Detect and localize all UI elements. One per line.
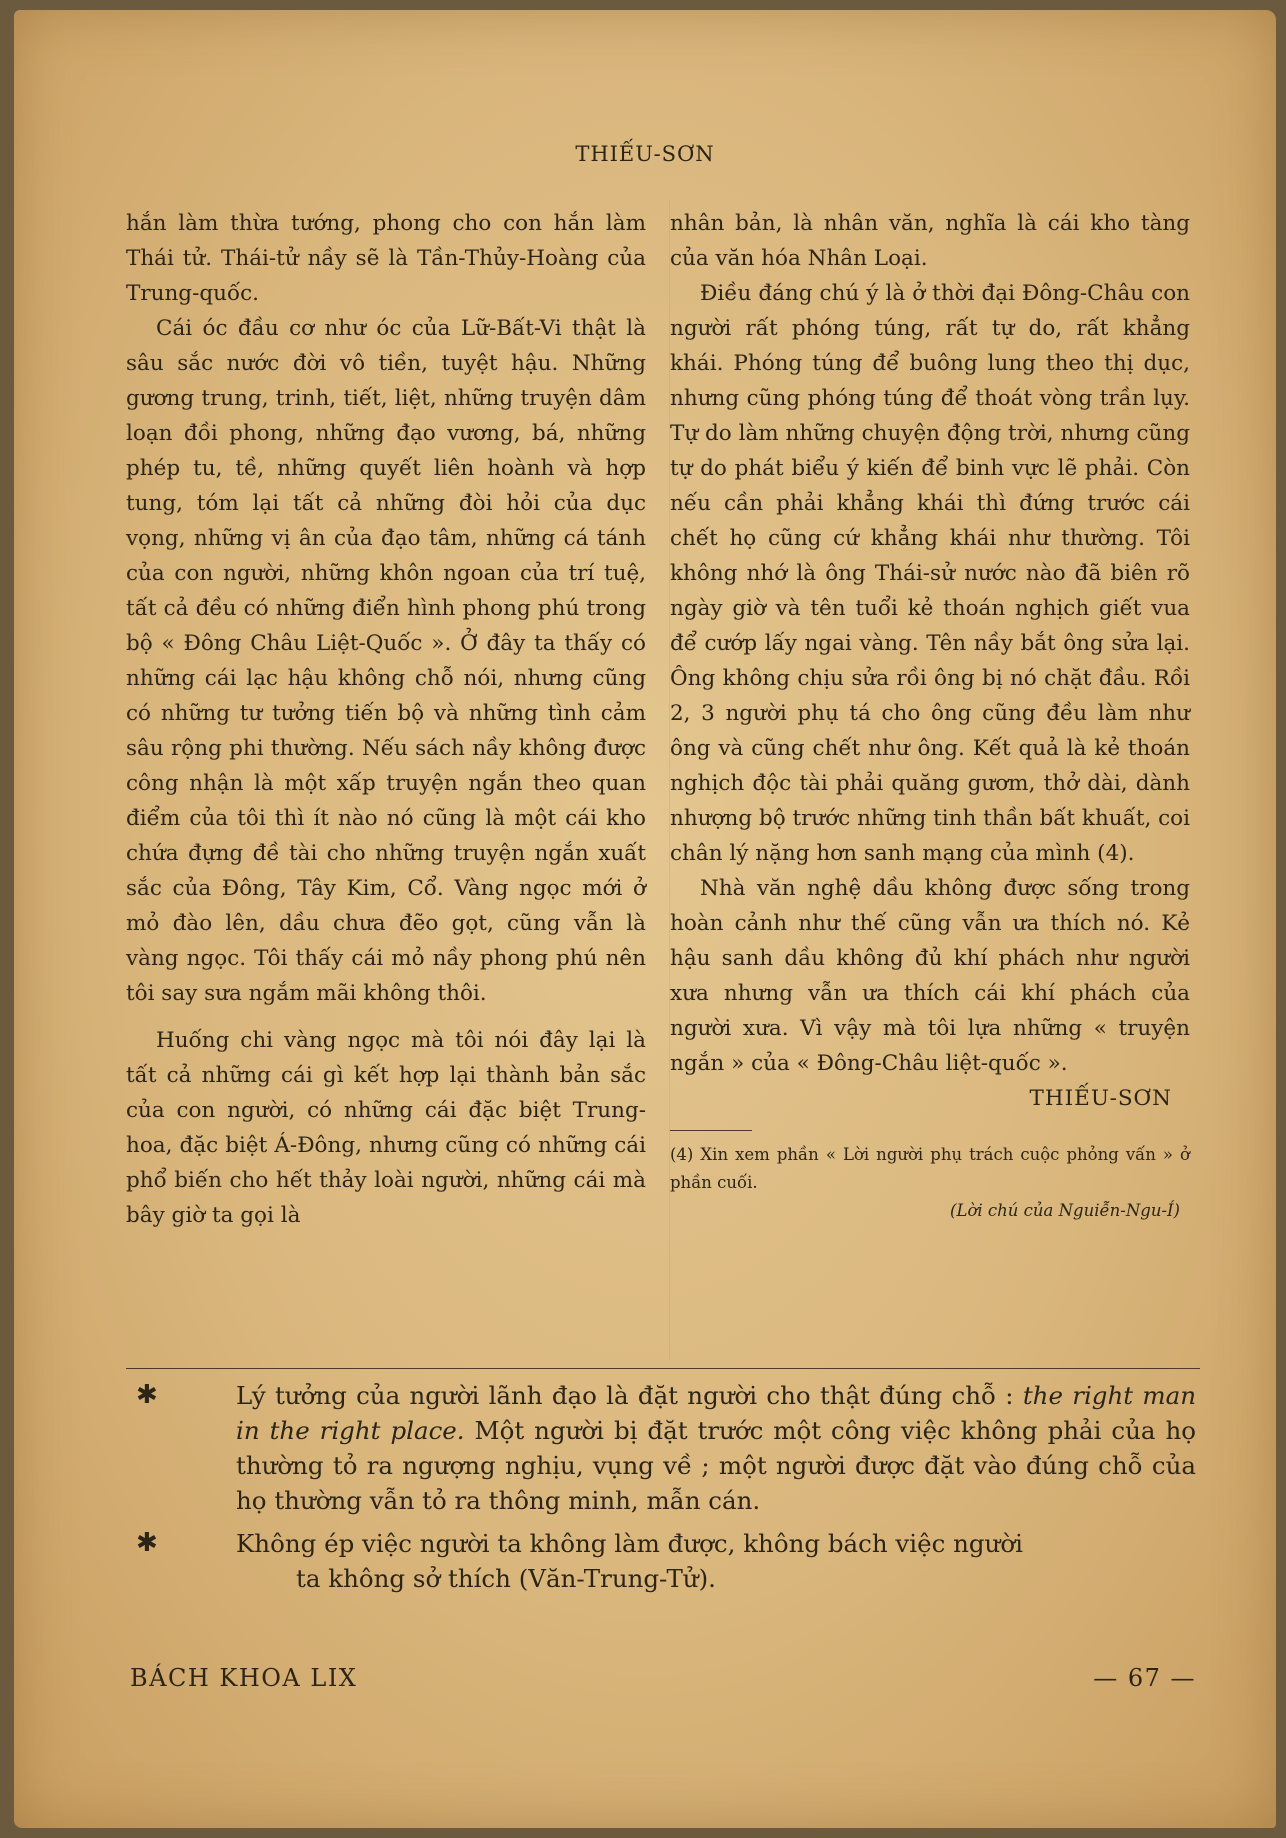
star-icon: ✱ <box>136 1380 158 1410</box>
quote-line: ta không sở thích (Văn-Trung-Tử). <box>296 1564 716 1593</box>
quote-item <box>136 1378 1196 1518</box>
footnote <box>670 1141 1190 1225</box>
footnote-rule <box>670 1130 752 1131</box>
running-title: THIẾU-SƠN <box>575 142 715 166</box>
paragraph: Điều đáng chú ý là ở thời đại Đông-Châu con người rất phóng túng, rất tự do, rất khẳng khái. Phóng túng để buông lung theo thị dục, nhưng cũng phóng túng để thoát vòng trần lụy. Tự do làm những chuyện động trời, nhưng cũng tự do phát biểu ý kiến để binh vực lẽ phải. Còn nếu cần phải khẳng khái thì đứng trước cái chết họ cũng cứ khẳng khái như thường. Tôi không nhớ là ông Thái-sử nước nào đã biên rõ ngày giờ và tên tuổi kẻ thoán nghịch giết vua để cướp lấy ngai vàng. Tên nầy bắt ông sửa lại. Ông không chịu sửa rồi ông bị nó chặt đầu. Rồi 2, 3 người phụ tá cho ông cũng đều làm như ông và cũng chết như ông. Kết quả là kẻ thoán nghịch độc tài phải quăng gươm, thở dài, dành nhượng bộ trước những tinh thần bất khuất, coi chân lý nặng hơn sanh mạng của mình (4). <box>670 281 1190 866</box>
paragraph: Huống chi vàng ngọc mà tôi nói đây lại là tất cả những cái gì kết hợp lại thành bản sắc của con người, có những cái đặc biệt Trung-hoa, đặc biệt Á-Đông, nhưng cũng có những cái phổ biến cho hết thảy loài người, những cái mà bây giờ ta gọi là <box>126 1028 646 1228</box>
quote-text: Một người bị đặt trước một công việc không phải của họ thường tỏ ra ngượng nghịu, vụng về ; một người được đặt vào đúng chỗ của họ thường vẫn tỏ ra thông minh, mẫn cán. <box>236 1416 1197 1515</box>
footnote-text: (4) Xin xem phần « Lời người phụ trách cuộc phỏng vấn » ở phần cuối. <box>670 1145 1190 1192</box>
paragraph: Nhà văn nghệ dầu không được sống trong hoàn cảnh như thế cũng vẫn ưa thích nó. Kẻ hậu sanh dầu không đủ khí phách như người xưa nhưng vẫn ưa thích cái khí phách của người xưa. Vì vậy mà tôi lựa những « truyện ngắn » của « Đông-Châu liệt-quốc ». <box>670 876 1190 1076</box>
star-icon: ✱ <box>136 1528 158 1558</box>
quote-text: Lý tưởng của người lãnh đạo là đặt người cho thật đúng chỗ : <box>236 1381 1023 1410</box>
paragraph: hắn làm thừa tướng, phong cho con hắn làm Thái tử. Thái-tử nầy sẽ là Tần-Thủy-Hoàng của Trung-quốc. <box>126 211 646 306</box>
left-column <box>126 206 646 1233</box>
right-column <box>670 206 1190 1225</box>
quotes-box <box>136 1378 1196 1604</box>
paragraph: Cái óc đầu cơ như óc của Lữ-Bất-Vi thật là sâu sắc nước đời vô tiền, tuyệt hậu. Những gương trung, trinh, tiết, liệt, những truyện dâm loạn đồi phong, những đạo vương, bá, những phép tu, tề, những quyết liên hoành và hợp tung, tóm lại tất cả những đòi hỏi của dục vọng, những vị ân của đạo tâm, những cá tánh của con người, những khôn ngoan của trí tuệ, tất cả đều có những điển hình phong phú trong bộ « Đông Châu Liệt-Quốc ». Ở đây ta thấy có những cái lạc hậu không chỗ nói, nhưng cũng có những tư tưởng tiến bộ và những tình cảm sâu rộng phi thường. Nếu sách nầy không được công nhận là một xấp truyện ngắn theo quan điểm của tôi thì ít nào nó cũng là một cái kho chứa đựng đề tài cho những truyện ngắn xuất sắc của Đông, Tây Kim, Cổ. Vàng ngọc mới ở mỏ đào lên, dầu chưa đẽo gọt, cũng vẫn là vàng ngọc. Tôi thấy cái mỏ nầy phong phú nên tôi say sưa ngắm mãi không thôi. <box>126 316 646 1006</box>
magazine-page <box>14 10 1276 1828</box>
paragraph: nhân bản, là nhân văn, nghĩa là cái kho tàng của văn hóa Nhân Loại. <box>670 211 1190 271</box>
author-signature: THIẾU-SƠN <box>1029 1086 1172 1111</box>
quote-emphasis: the right man in the right place. <box>236 1381 1196 1445</box>
quote-line: Không ép việc người ta không làm được, không bách việc người <box>236 1529 1023 1558</box>
publication-name: BÁCH KHOA LIX <box>130 1664 358 1692</box>
page-number: — 67 — <box>1093 1664 1196 1692</box>
section-divider <box>126 1368 1200 1369</box>
quote-item <box>136 1526 1196 1596</box>
footnote-credit: (Lời chú của Nguiễn-Ngu-Í) <box>950 1201 1180 1220</box>
